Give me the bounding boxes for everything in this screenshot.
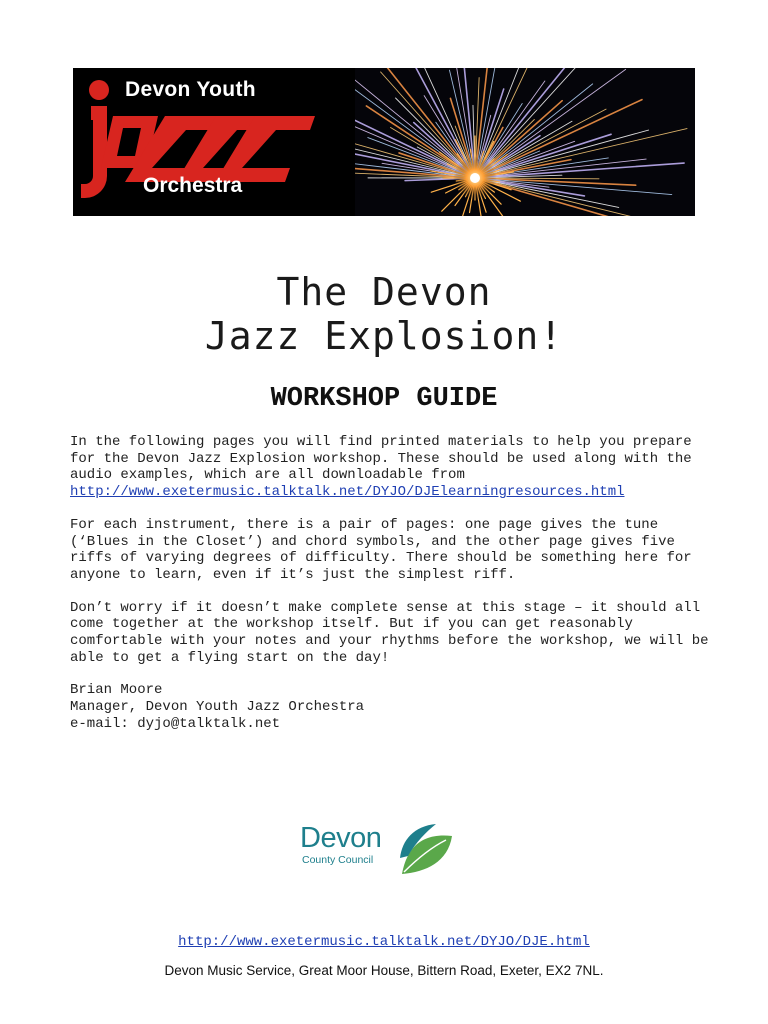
council-subtitle: County Council (302, 854, 374, 866)
signature-role: Manager, Devon Youth Jazz Orchestra (70, 699, 365, 716)
council-name: Devon (300, 822, 382, 854)
header-banner (73, 68, 695, 216)
footer-link-row (0, 934, 768, 950)
title-line-2: Jazz Explosion! (204, 314, 564, 358)
body-content (70, 434, 710, 733)
footer-address: Devon Music Service, Great Moor House, Bittern Road, Exeter, EX2 7NL. (164, 963, 604, 978)
brand-title-bottom: Orchestra (143, 174, 243, 197)
dyjo-logo (73, 68, 355, 216)
fireworks-image (355, 68, 695, 216)
paragraph-intro (70, 434, 710, 501)
brand-title-top: Devon Youth (125, 78, 256, 101)
page-title (0, 270, 768, 358)
leaf-icon (396, 822, 458, 878)
paragraph-instruments: For each instrument, there is a pair of pages: one page gives the tune (‘Blues in the Closet’) and chord symbols, and the other page gives five riffs of varying degrees of difficulty. There should be something here for anyone to learn, even if it’s just the simplest riff. (70, 516, 692, 583)
intro-text: In the following pages you will find printed materials to help you prepare for the Devon Jazz Explosion workshop. These should be used along with the audio examples, which are all downloadable from (70, 434, 692, 484)
signature-block (70, 682, 710, 732)
paragraph-encouragement: Don’t worry if it doesn’t make complete sense at this stage – it should all come together at the workshop itself. But if you can get reasonably comfortable with your notes and your rhythms before the workshop, we will be able to get a flying start on the day! (70, 599, 709, 666)
signature-name: Brian Moore (70, 682, 163, 699)
workshop-guide-heading: WORKSHOP GUIDE (270, 384, 498, 414)
devon-county-council-logo (298, 822, 458, 878)
signature-email: e-mail: dyjo@talktalk.net (70, 715, 281, 732)
title-line-1: The Devon (276, 270, 492, 314)
dje-link[interactable]: http://www.exetermusic.talktalk.net/DYJO/DJE.html (178, 934, 590, 950)
resources-link[interactable]: http://www.exetermusic.talktalk.net/DYJO/DJElearningresources.html (70, 484, 625, 501)
